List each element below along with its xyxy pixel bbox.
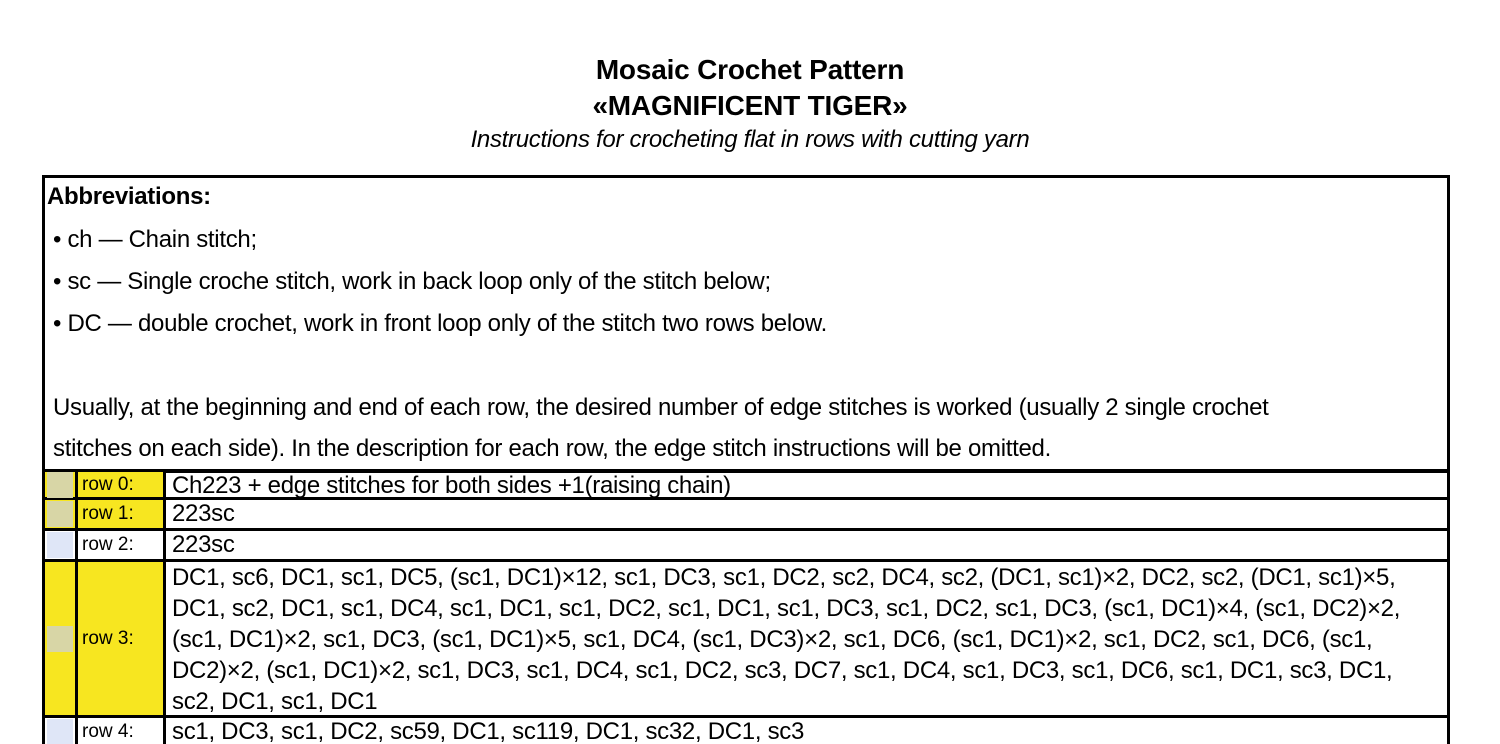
row-swatch — [47, 532, 73, 558]
edge-note-line-1: Usually, at the beginning and end of each row, the desired number of edge stitches is worked (usually 2 single crochet — [53, 394, 1269, 421]
table-row — [42, 718, 1450, 744]
pattern-title: Mosaic Crochet Pattern — [595, 54, 905, 85]
row-instructions: DC1, sc6, DC1, sc1, DC5, (sc1, DC1)×12, sc1, DC3, sc1, DC2, sc2, DC4, sc2, (DC1, sc1)×2, DC2, sc2, (DC1, sc1)×5, DC1, sc2, DC1, sc1, DC4, sc1, DC1, sc1, DC2, sc1, DC1, sc1, DC3, sc1, DC2, sc1, DC3, (sc1, DC1)×4, (sc1, DC2)×2, (sc1, DC1)×2, sc1, DC3, (sc1, DC1)×5, sc1, DC4, (sc1, DC3)×2, sc1, DC6, (sc1, DC1)×2, sc1, DC2, sc1, DC6, (sc1, DC2)×2, (sc1, DC1)×2, sc1, DC3, sc1, DC4, sc1, DC2, sc3, DC7, sc1, DC4, sc1, DC3, sc1, DC6, sc1, DC1, sc3, DC1, sc2, DC1, sc1, DC1 — [166, 562, 1450, 715]
row-instructions: 223sc — [166, 531, 1450, 559]
row-color-cell — [42, 718, 78, 744]
table-row — [42, 562, 1450, 718]
abbreviations-heading: Abbreviations: — [47, 183, 211, 210]
abbreviation-sc: • sc — Single croche stitch, work in back loop only of the stitch below; — [53, 268, 771, 295]
document-header — [0, 52, 1500, 156]
row-instructions: Ch223 + edge stitches for both sides +1(raising chain) — [166, 472, 1450, 497]
row-instructions: 223sc — [166, 500, 1450, 528]
row-color-cell — [42, 500, 78, 528]
row-label: row 1: — [78, 500, 166, 528]
row-swatch — [47, 501, 73, 527]
table-row — [42, 500, 1450, 531]
table-row — [42, 469, 1450, 500]
row-swatch — [47, 626, 73, 652]
row-instructions: sc1, DC3, sc1, DC2, sc59, DC1, sc119, DC1, sc32, DC1, sc3 — [166, 718, 1450, 744]
row-label: row 0: — [78, 472, 166, 497]
table-row — [42, 531, 1450, 562]
row-label: row 3: — [78, 562, 166, 715]
row-swatch — [47, 719, 73, 744]
pattern-subtitle: Instructions for crocheting flat in rows with cutting yarn — [470, 126, 1030, 153]
row-label: row 4: — [78, 718, 166, 744]
row-color-cell — [42, 562, 78, 715]
row-color-cell — [42, 531, 78, 559]
rows-table — [42, 469, 1450, 744]
row-color-cell — [42, 472, 78, 497]
pattern-name: «MAGNIFICENT TIGER» — [592, 90, 908, 121]
edge-note-line-2: stitches on each side). In the description for each row, the edge stitch instructions will be omitted. — [53, 435, 1051, 462]
row-label: row 2: — [78, 531, 166, 559]
abbreviations-box — [42, 175, 1450, 473]
abbreviation-ch: • ch — Chain stitch; — [53, 226, 257, 253]
row-swatch — [47, 472, 73, 498]
abbreviation-dc: • DC — double crochet, work in front loop only of the stitch two rows below. — [53, 310, 827, 337]
